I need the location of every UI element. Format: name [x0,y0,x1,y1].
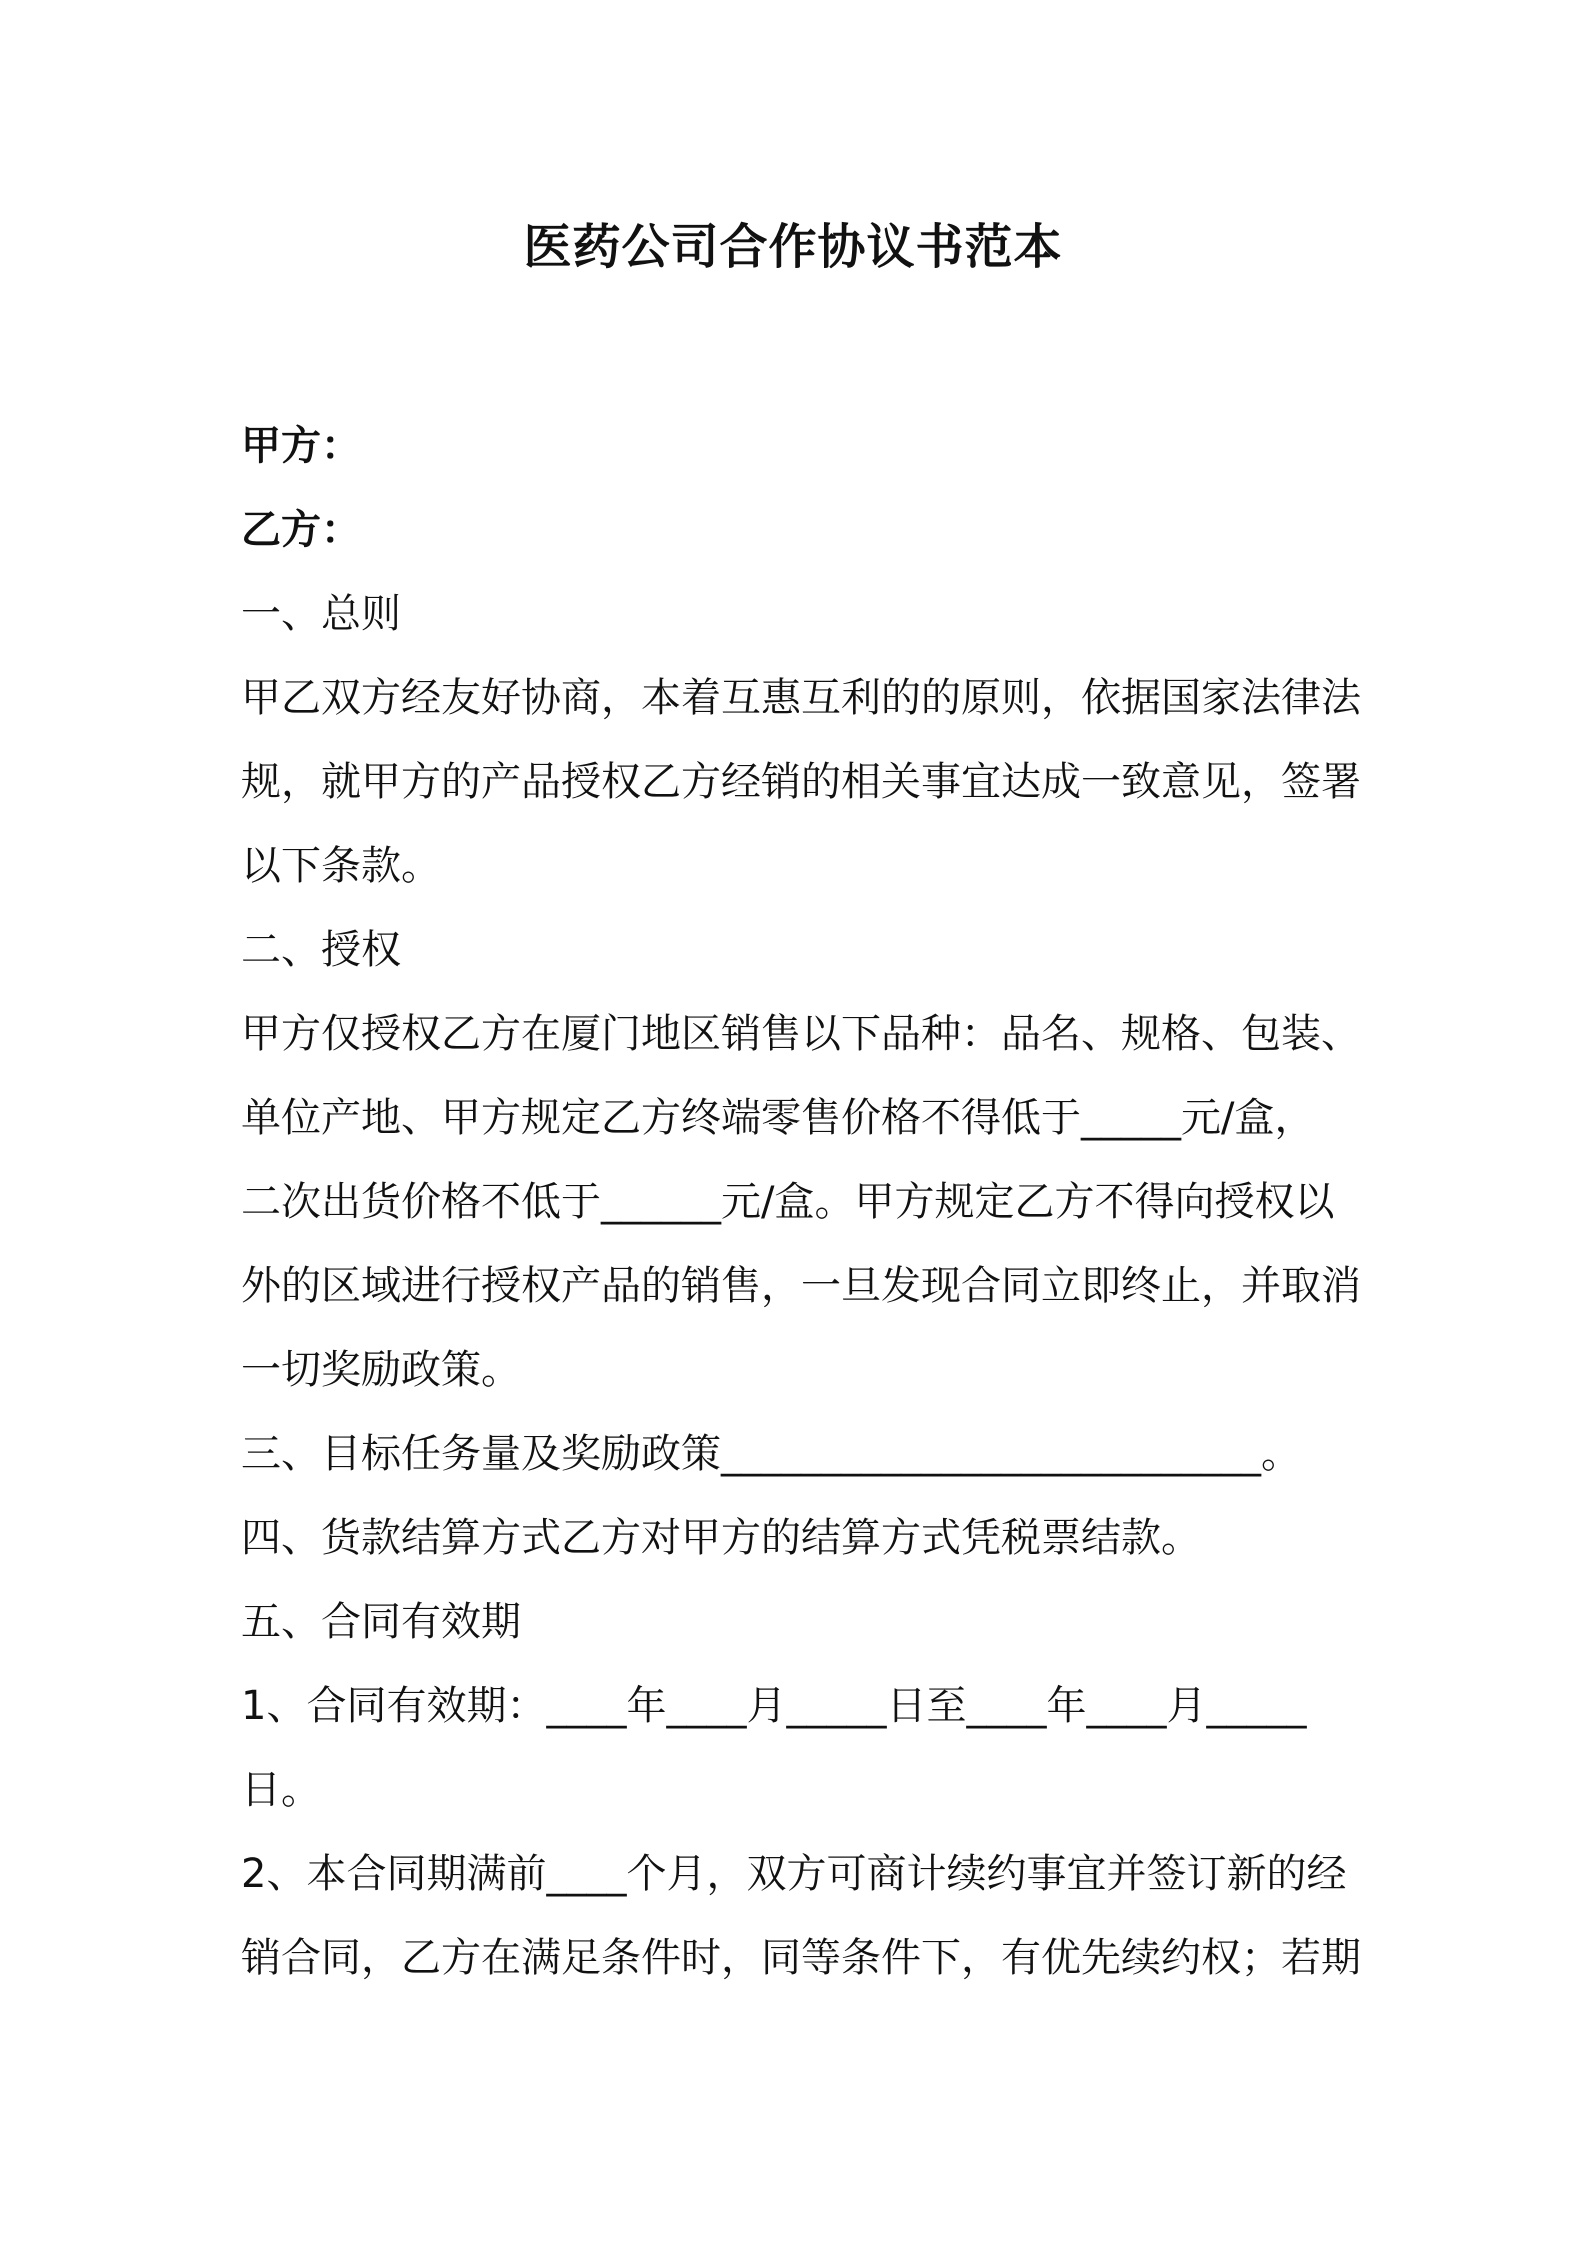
section-heading-general: 一、总则 [241,591,401,637]
party-b-label: 乙方： [241,507,361,553]
party-a-label: 甲方： [241,423,361,469]
section-heading-targets: 三、目标任务量及奖励政策___________________________。 [241,1431,1301,1477]
paragraph-line: 甲乙双方经友好协商，本着互惠互利的的原则，依据国家法律法 [241,675,1361,721]
section-heading-validity: 五、合同有效期 [241,1599,521,1645]
section-heading-authorization: 二、授权 [241,927,401,973]
document-body [241,404,1361,2000]
paragraph-line: 以下条款。 [241,843,441,889]
paragraph-line: 规，就甲方的产品授权乙方经销的相关事宜达成一致意见，签署 [241,759,1361,805]
paragraph-line: 甲方仅授权乙方在厦门地区销售以下品种：品名、规格、包装、 [241,1011,1361,1057]
paragraph-line: 销合同，乙方在满足条件时，同等条件下，有优先续约权；若期 [241,1935,1361,1981]
paragraph-line: 一切奖励政策。 [241,1347,521,1393]
paragraph-line: 外的区域进行授权产品的销售，一旦发现合同立即终止，并取消 [241,1263,1361,1309]
paragraph-line: 2、本合同期满前____个月，双方可商计续约事宜并签订新的经 [241,1851,1347,1897]
paragraph-line: 日。 [241,1767,321,1813]
paragraph-line: 二次出货价格不低于______元/盒。甲方规定乙方不得向授权以 [241,1179,1335,1225]
paragraph-line: 单位产地、甲方规定乙方终端零售价格不得低于_____元/盒， [241,1095,1315,1141]
section-heading-payment: 四、货款结算方式乙方对甲方的结算方式凭税票结款。 [241,1515,1201,1561]
document-title: 医药公司合作协议书范本 [523,219,1063,275]
paragraph-line: 1、合同有效期：____年____月_____日至____年____月_____ [241,1683,1307,1729]
